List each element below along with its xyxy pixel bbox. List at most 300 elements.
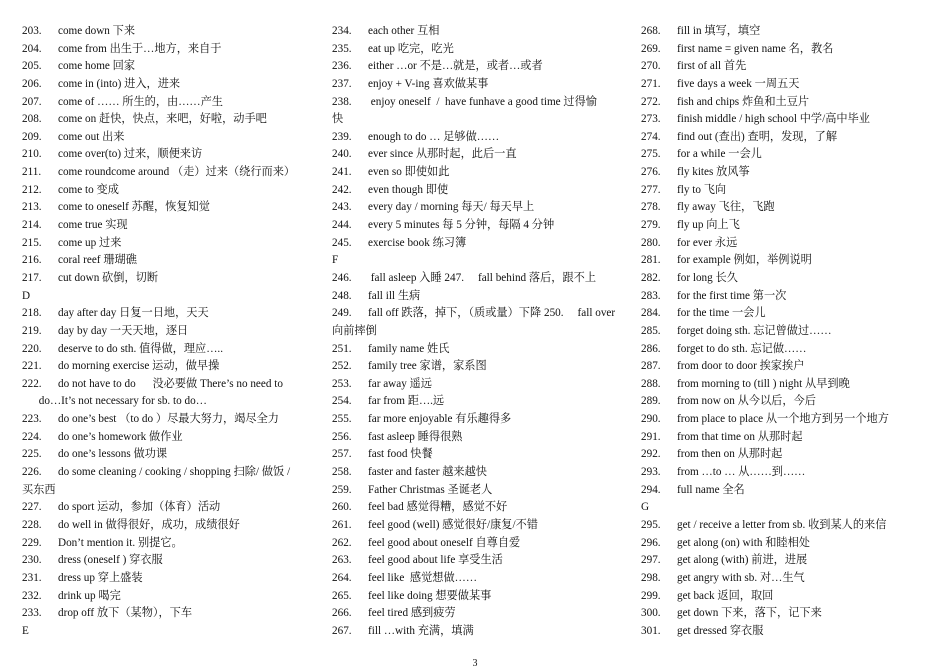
phrase-entry xyxy=(641,58,941,76)
entry-number: 279. xyxy=(641,219,661,232)
entry-text: dress (oneself ) 穿衣服 xyxy=(58,554,163,567)
entry-text: feel good about life 享受生活 xyxy=(368,554,503,567)
entry-number: 281. xyxy=(641,254,661,267)
entry-text: for the first time 第一次 xyxy=(677,289,787,302)
phrase-entry xyxy=(332,623,624,641)
entry-continuation xyxy=(22,482,322,500)
entry-number: 226. xyxy=(22,466,42,479)
entry-text: cut down 砍倒，切断 xyxy=(58,271,159,284)
entry-text: get along (on) with 和睦相处 xyxy=(677,536,810,549)
phrase-entry xyxy=(641,570,941,588)
phrase-entry xyxy=(332,570,624,588)
phrase-entry xyxy=(332,376,624,394)
phrase-entry xyxy=(22,76,322,94)
entry-number: 261. xyxy=(332,518,352,531)
entry-text: D xyxy=(22,289,31,302)
entry-number: 222. xyxy=(22,377,42,390)
entry-number: 213. xyxy=(22,201,42,214)
phrase-entry xyxy=(22,58,322,76)
entry-number: 224. xyxy=(22,430,42,443)
entry-text: enough to do … 足够做…… xyxy=(368,130,500,143)
entry-number: 296. xyxy=(641,536,661,549)
entry-number: 230. xyxy=(22,554,42,567)
phrase-entry xyxy=(22,217,322,235)
entry-number: 238. xyxy=(332,95,352,108)
phrase-entry xyxy=(22,588,322,606)
entry-number: 225. xyxy=(22,448,42,461)
entry-text: even so 即使如此 xyxy=(368,166,450,179)
entry-text: eat up 吃完，吃光 xyxy=(368,42,454,55)
phrase-entry xyxy=(641,358,941,376)
entry-continuation xyxy=(332,323,624,341)
phrase-entry xyxy=(22,41,322,59)
phrase-entry xyxy=(22,323,322,341)
entry-text: coral reef 珊瑚礁 xyxy=(58,254,137,267)
entry-text: get angry with sb. 对…生气 xyxy=(677,571,805,584)
phrase-entry xyxy=(332,605,624,623)
entry-number: 292. xyxy=(641,448,661,461)
entry-text: come home 回家 xyxy=(58,60,136,73)
phrase-entry xyxy=(22,146,322,164)
phrase-entry xyxy=(641,199,941,217)
entry-number: 203. xyxy=(22,25,42,37)
phrase-entry xyxy=(332,41,624,59)
phrase-entry xyxy=(22,517,322,535)
phrase-entry xyxy=(641,41,941,59)
entry-number: 278. xyxy=(641,201,661,214)
entry-number: 259. xyxy=(332,483,352,496)
phrase-entry xyxy=(332,288,624,306)
entry-number: 282. xyxy=(641,271,661,284)
entry-text: feel tired 感到疲劳 xyxy=(368,607,456,620)
entry-number: 269. xyxy=(641,42,661,55)
entry-number: 216. xyxy=(22,254,42,267)
entry-text: fall off 跌落，掉下，（质或量）下降 250. fall over xyxy=(368,307,616,320)
phrase-entry xyxy=(332,393,624,411)
entry-number: 288. xyxy=(641,377,661,390)
entry-number: 214. xyxy=(22,219,42,232)
entry-text: get down 下来，落下，记下来 xyxy=(677,607,822,620)
entry-number: 283. xyxy=(641,289,661,302)
phrase-entry xyxy=(641,482,941,500)
phrase-entry xyxy=(22,552,322,570)
entry-number: 249. xyxy=(332,307,352,320)
phrase-entry xyxy=(641,393,941,411)
entry-text: feel like doing 想要做某事 xyxy=(368,589,492,602)
phrase-entry xyxy=(641,235,941,253)
phrase-entry xyxy=(22,358,322,376)
entry-text: do…It’s not necessary for sb. to do… xyxy=(22,395,207,408)
entry-text: fly up 向上飞 xyxy=(677,219,740,232)
entry-text: for ever 永远 xyxy=(677,236,738,249)
entry-text: far from 距….远 xyxy=(368,395,445,408)
phrase-entry xyxy=(332,305,624,323)
entry-number: 234. xyxy=(332,25,352,37)
entry-number: 290. xyxy=(641,413,661,426)
phrase-entry xyxy=(332,535,624,553)
phrase-entry xyxy=(332,517,624,535)
phrase-entry xyxy=(641,288,941,306)
entry-number: 237. xyxy=(332,77,352,90)
entry-text: feel bad 感觉得糟，感觉不好 xyxy=(368,501,508,514)
entry-number: 209. xyxy=(22,130,42,143)
phrase-entry xyxy=(332,358,624,376)
entry-text: full name 全名 xyxy=(677,483,745,496)
entry-number: 272. xyxy=(641,95,661,108)
entry-number: 280. xyxy=(641,236,661,249)
phrase-entry xyxy=(22,305,322,323)
entry-number: 218. xyxy=(22,307,42,320)
entry-text: exercise book 练习簿 xyxy=(368,236,467,249)
phrase-entry xyxy=(332,482,624,500)
entry-number: 251. xyxy=(332,342,352,355)
phrase-entry xyxy=(22,376,322,394)
entry-text: come to 变成 xyxy=(58,183,119,196)
entry-text: do one’s lessons 做功课 xyxy=(58,448,168,461)
entry-number: 301. xyxy=(641,624,661,637)
phrase-entry xyxy=(22,235,322,253)
entry-text: far more enjoyable 有乐趣得多 xyxy=(368,413,512,426)
phrase-entry xyxy=(332,129,624,147)
phrase-entry xyxy=(22,499,322,517)
phrase-entry xyxy=(22,464,322,482)
phrase-entry xyxy=(332,23,624,41)
column-1 xyxy=(22,23,322,640)
entry-number: 243. xyxy=(332,201,352,214)
entry-number: 275. xyxy=(641,148,661,161)
entry-number: 219. xyxy=(22,324,42,337)
entry-text: dress up 穿上盛装 xyxy=(58,571,143,584)
entry-text: for example 例如，举例说明 xyxy=(677,254,812,267)
entry-number: 268. xyxy=(641,25,661,37)
phrase-entry xyxy=(332,235,624,253)
entry-number: 206. xyxy=(22,77,42,90)
phrase-entry xyxy=(22,23,322,41)
entry-number: 277. xyxy=(641,183,661,196)
entry-number: 271. xyxy=(641,77,661,90)
entry-text: F xyxy=(332,254,339,267)
entry-continuation xyxy=(332,111,624,129)
phrase-entry xyxy=(641,129,941,147)
phrase-entry xyxy=(22,605,322,623)
phrase-entry xyxy=(641,252,941,270)
entry-text: fast food 快餐 xyxy=(368,448,433,461)
entry-text: five days a week 一周五天 xyxy=(677,77,800,90)
phrase-entry xyxy=(641,182,941,200)
phrase-entry xyxy=(641,517,941,535)
phrase-entry xyxy=(641,111,941,129)
entry-text: enjoy + V-ing 喜欢做某事 xyxy=(368,77,489,90)
entry-text: E xyxy=(22,624,29,637)
phrase-entry xyxy=(641,552,941,570)
entry-text: do sport 运动，参加（体育）活动 xyxy=(58,501,221,514)
entry-number: 231. xyxy=(22,571,42,584)
entry-text: from door to door 挨家挨户 xyxy=(677,360,805,373)
phrase-entry xyxy=(641,429,941,447)
phrase-entry xyxy=(22,570,322,588)
entry-number: 215. xyxy=(22,236,42,249)
phrase-entry xyxy=(641,164,941,182)
entry-text: get / receive a letter from sb. 收到某人的来信 xyxy=(677,518,887,531)
entry-number: 244. xyxy=(332,219,352,232)
entry-number: 274. xyxy=(641,130,661,143)
phrase-entry xyxy=(332,588,624,606)
entry-number: 265. xyxy=(332,589,352,602)
entry-text: fall ill 生病 xyxy=(368,289,421,302)
entry-text: faster and faster 越来越快 xyxy=(368,466,487,479)
entry-text: Father Christmas 圣诞老人 xyxy=(368,483,493,496)
phrase-entry xyxy=(22,446,322,464)
phrase-entry xyxy=(22,429,322,447)
phrase-entry xyxy=(641,146,941,164)
entry-number: 235. xyxy=(332,42,352,55)
entry-text: forget doing sth. 忘记曾做过…… xyxy=(677,324,832,337)
entry-number: 221. xyxy=(22,360,42,373)
entry-text: find out (查出) 查明，发现，了解 xyxy=(677,130,838,143)
phrase-entry xyxy=(22,411,322,429)
entry-continuation xyxy=(332,252,624,270)
entry-text: enjoy oneself / have funhave a good time 过得愉 xyxy=(368,95,597,108)
entry-number: 284. xyxy=(641,307,661,320)
entry-text: from now on 从今以后，今后 xyxy=(677,395,816,408)
phrase-entry xyxy=(641,270,941,288)
entry-text: do morning exercise 运动，做早操 xyxy=(58,360,220,373)
phrase-entry xyxy=(22,111,322,129)
entry-number: 270. xyxy=(641,60,661,73)
column-3 xyxy=(641,23,941,640)
entry-number: 220. xyxy=(22,342,42,355)
entry-text: every 5 minutes 每 5 分钟，每隔 4 分钟 xyxy=(368,219,555,232)
phrase-entry xyxy=(641,411,941,429)
phrase-entry xyxy=(641,323,941,341)
entry-number: 255. xyxy=(332,413,352,426)
entry-text: come over(to) 过来，顺便来访 xyxy=(58,148,203,161)
entry-text: finish middle / high school 中学/高中毕业 xyxy=(677,113,870,126)
entry-number: 294. xyxy=(641,483,661,496)
entry-continuation xyxy=(641,499,941,517)
entry-number: 289. xyxy=(641,395,661,408)
entry-text: forget to do sth. 忘记做…… xyxy=(677,342,807,355)
phrase-entry xyxy=(332,94,624,112)
entry-number: 242. xyxy=(332,183,352,196)
entry-number: 232. xyxy=(22,589,42,602)
entry-text: every day / morning 每天/ 每天早上 xyxy=(368,201,535,214)
entry-text: fly away 飞往，飞跑 xyxy=(677,201,775,214)
entry-number: 241. xyxy=(332,166,352,179)
phrase-entry xyxy=(22,252,322,270)
entry-text: from place to place 从一个地方到另一个地方 xyxy=(677,413,889,426)
phrase-entry xyxy=(641,76,941,94)
entry-text: from that time on 从那时起 xyxy=(677,430,803,443)
entry-text: family tree 家谱，家系图 xyxy=(368,360,487,373)
entry-text: get along (with) 前进，进展 xyxy=(677,554,808,567)
phrase-entry xyxy=(332,199,624,217)
entry-text: get dressed 穿衣服 xyxy=(677,624,764,637)
phrase-entry xyxy=(641,305,941,323)
entry-number: 252. xyxy=(332,360,352,373)
entry-number: 291. xyxy=(641,430,661,443)
entry-text: from morning to (till ) night 从早到晚 xyxy=(677,377,850,390)
phrase-entry xyxy=(332,182,624,200)
entry-number: 229. xyxy=(22,536,42,549)
entry-number: 210. xyxy=(22,148,42,161)
entry-text: do one’s best （to do ）尽最大努力，竭尽全力 xyxy=(58,413,279,426)
entry-text: 向前摔倒 xyxy=(332,324,377,337)
entry-number: 300. xyxy=(641,607,661,620)
entry-text: day by day 一天天地，逐日 xyxy=(58,324,189,337)
phrase-entry xyxy=(332,76,624,94)
phrase-entry xyxy=(641,94,941,112)
entry-number: 287. xyxy=(641,360,661,373)
entry-continuation xyxy=(22,288,322,306)
phrase-entry xyxy=(332,164,624,182)
entry-number: 205. xyxy=(22,60,42,73)
entry-text: family name 姓氏 xyxy=(368,342,450,355)
entry-number: 208. xyxy=(22,113,42,126)
entry-number: 267. xyxy=(332,624,352,637)
entry-text: far away 遥远 xyxy=(368,377,432,390)
entry-number: 245. xyxy=(332,236,352,249)
entry-text: come to oneself 苏醒，恢复知觉 xyxy=(58,201,210,214)
entry-text: for a while 一会儿 xyxy=(677,148,762,161)
entry-text: 买东西 xyxy=(22,483,56,496)
entry-number: 295. xyxy=(641,518,661,531)
phrase-entry xyxy=(641,588,941,606)
entry-text: come in (into) 进入，进来 xyxy=(58,77,181,90)
entry-number: 246. xyxy=(332,271,352,284)
entry-number: 276. xyxy=(641,166,661,179)
entry-text: come on 赶快，快点，来吧，好啦，动手吧 xyxy=(58,113,267,126)
entry-text: even though 即使 xyxy=(368,183,449,196)
page-number: 3 xyxy=(472,658,478,669)
entry-continuation xyxy=(22,393,322,411)
entry-number: 211. xyxy=(22,166,42,179)
phrase-entry xyxy=(22,182,322,200)
phrase-entry xyxy=(22,535,322,553)
entry-number: 240. xyxy=(332,148,352,161)
entry-text: fly kites 放风筝 xyxy=(677,166,750,179)
entry-number: 256. xyxy=(332,430,352,443)
phrase-entry xyxy=(641,446,941,464)
entry-text: do one’s homework 做作业 xyxy=(58,430,183,443)
entry-text: fish and chips 炸鱼和土豆片 xyxy=(677,95,810,108)
phrase-entry xyxy=(332,464,624,482)
phrase-entry xyxy=(22,270,322,288)
entry-number: 236. xyxy=(332,60,352,73)
entry-number: 228. xyxy=(22,518,42,531)
entry-text: fall asleep 入睡 247. fall behind 落后，跟不上 xyxy=(368,271,597,284)
entry-text: fill in 填写，填空 xyxy=(677,25,761,37)
entry-number: 248. xyxy=(332,289,352,302)
entry-text: do not have to do 没必要做 There’s no need to xyxy=(58,377,283,390)
entry-text: from then on 从那时起 xyxy=(677,448,783,461)
phrase-entry xyxy=(332,146,624,164)
entry-number: 262. xyxy=(332,536,352,549)
phrase-entry xyxy=(641,623,941,641)
entry-number: 285. xyxy=(641,324,661,337)
entry-text: come down 下来 xyxy=(58,25,136,37)
phrase-entry xyxy=(22,199,322,217)
entry-number: 260. xyxy=(332,501,352,514)
entry-text: from …to … 从……到…… xyxy=(677,466,806,479)
entry-number: 257. xyxy=(332,448,352,461)
entry-number: 217. xyxy=(22,271,42,284)
entry-text: for the time 一会儿 xyxy=(677,307,766,320)
phrase-entry xyxy=(332,429,624,447)
entry-text: get back 返回，取回 xyxy=(677,589,774,602)
entry-text: do some cleaning / cooking / shopping 扫除/ 做饭 / xyxy=(58,466,291,479)
entry-number: 266. xyxy=(332,607,352,620)
entry-text: feel like 感觉想做…… xyxy=(368,571,478,584)
entry-number: 204. xyxy=(22,42,42,55)
entry-text: G xyxy=(641,501,650,514)
entry-text: fill …with 充满，填满 xyxy=(368,624,474,637)
entry-number: 298. xyxy=(641,571,661,584)
phrase-entry xyxy=(332,446,624,464)
entry-number: 227. xyxy=(22,501,42,514)
phrase-entry xyxy=(641,341,941,359)
entry-text: fast asleep 睡得很熟 xyxy=(368,430,463,443)
entry-number: 297. xyxy=(641,554,661,567)
phrase-entry xyxy=(22,341,322,359)
entry-text: 快 xyxy=(332,113,344,126)
phrase-entry xyxy=(22,94,322,112)
entry-text: first of all 首先 xyxy=(677,60,747,73)
entry-text: feel good (well) 感觉很好/康复/不错 xyxy=(368,518,538,531)
phrase-entry xyxy=(332,411,624,429)
entry-number: 264. xyxy=(332,571,352,584)
entry-text: come roundcome around （走）过来（绕行而来） xyxy=(58,166,296,179)
entry-text: come from 出生于…地方，来自于 xyxy=(58,42,222,55)
entry-number: 263. xyxy=(332,554,352,567)
phrase-entry xyxy=(332,270,624,288)
entry-number: 239. xyxy=(332,130,352,143)
phrase-entry xyxy=(332,341,624,359)
entry-text: day after day 日复一日地，天天 xyxy=(58,307,209,320)
phrase-entry xyxy=(332,217,624,235)
entry-number: 207. xyxy=(22,95,42,108)
entry-text: fly to 飞向 xyxy=(677,183,727,196)
entry-number: 293. xyxy=(641,466,661,479)
phrase-entry xyxy=(22,164,322,182)
entry-text: either …or 不是…就是，或者…或者 xyxy=(368,60,543,73)
phrase-entry xyxy=(332,552,624,570)
phrase-entry xyxy=(641,376,941,394)
phrase-entry xyxy=(22,129,322,147)
entry-text: ever since 从那时起，此后一直 xyxy=(368,148,517,161)
entry-number: 299. xyxy=(641,589,661,602)
entry-text: come out 出来 xyxy=(58,130,125,143)
entry-number: 258. xyxy=(332,466,352,479)
phrase-entry xyxy=(641,217,941,235)
entry-continuation xyxy=(22,623,322,641)
phrase-entry xyxy=(641,464,941,482)
entry-number: 273. xyxy=(641,113,661,126)
entry-number: 223. xyxy=(22,413,42,426)
phrase-entry xyxy=(641,535,941,553)
entry-text: drink up 喝完 xyxy=(58,589,121,602)
phrase-entry xyxy=(332,499,624,517)
entry-text: for long 长久 xyxy=(677,271,738,284)
entry-text: come of …… 所生的，由……产生 xyxy=(58,95,223,108)
entry-text: first name = given name 名，教名 xyxy=(677,42,834,55)
entry-number: 212. xyxy=(22,183,42,196)
entry-text: each other 互相 xyxy=(368,25,440,37)
phrase-entry xyxy=(641,23,941,41)
phrase-entry xyxy=(641,605,941,623)
entry-text: come true 实现 xyxy=(58,219,128,232)
entry-number: 253. xyxy=(332,377,352,390)
